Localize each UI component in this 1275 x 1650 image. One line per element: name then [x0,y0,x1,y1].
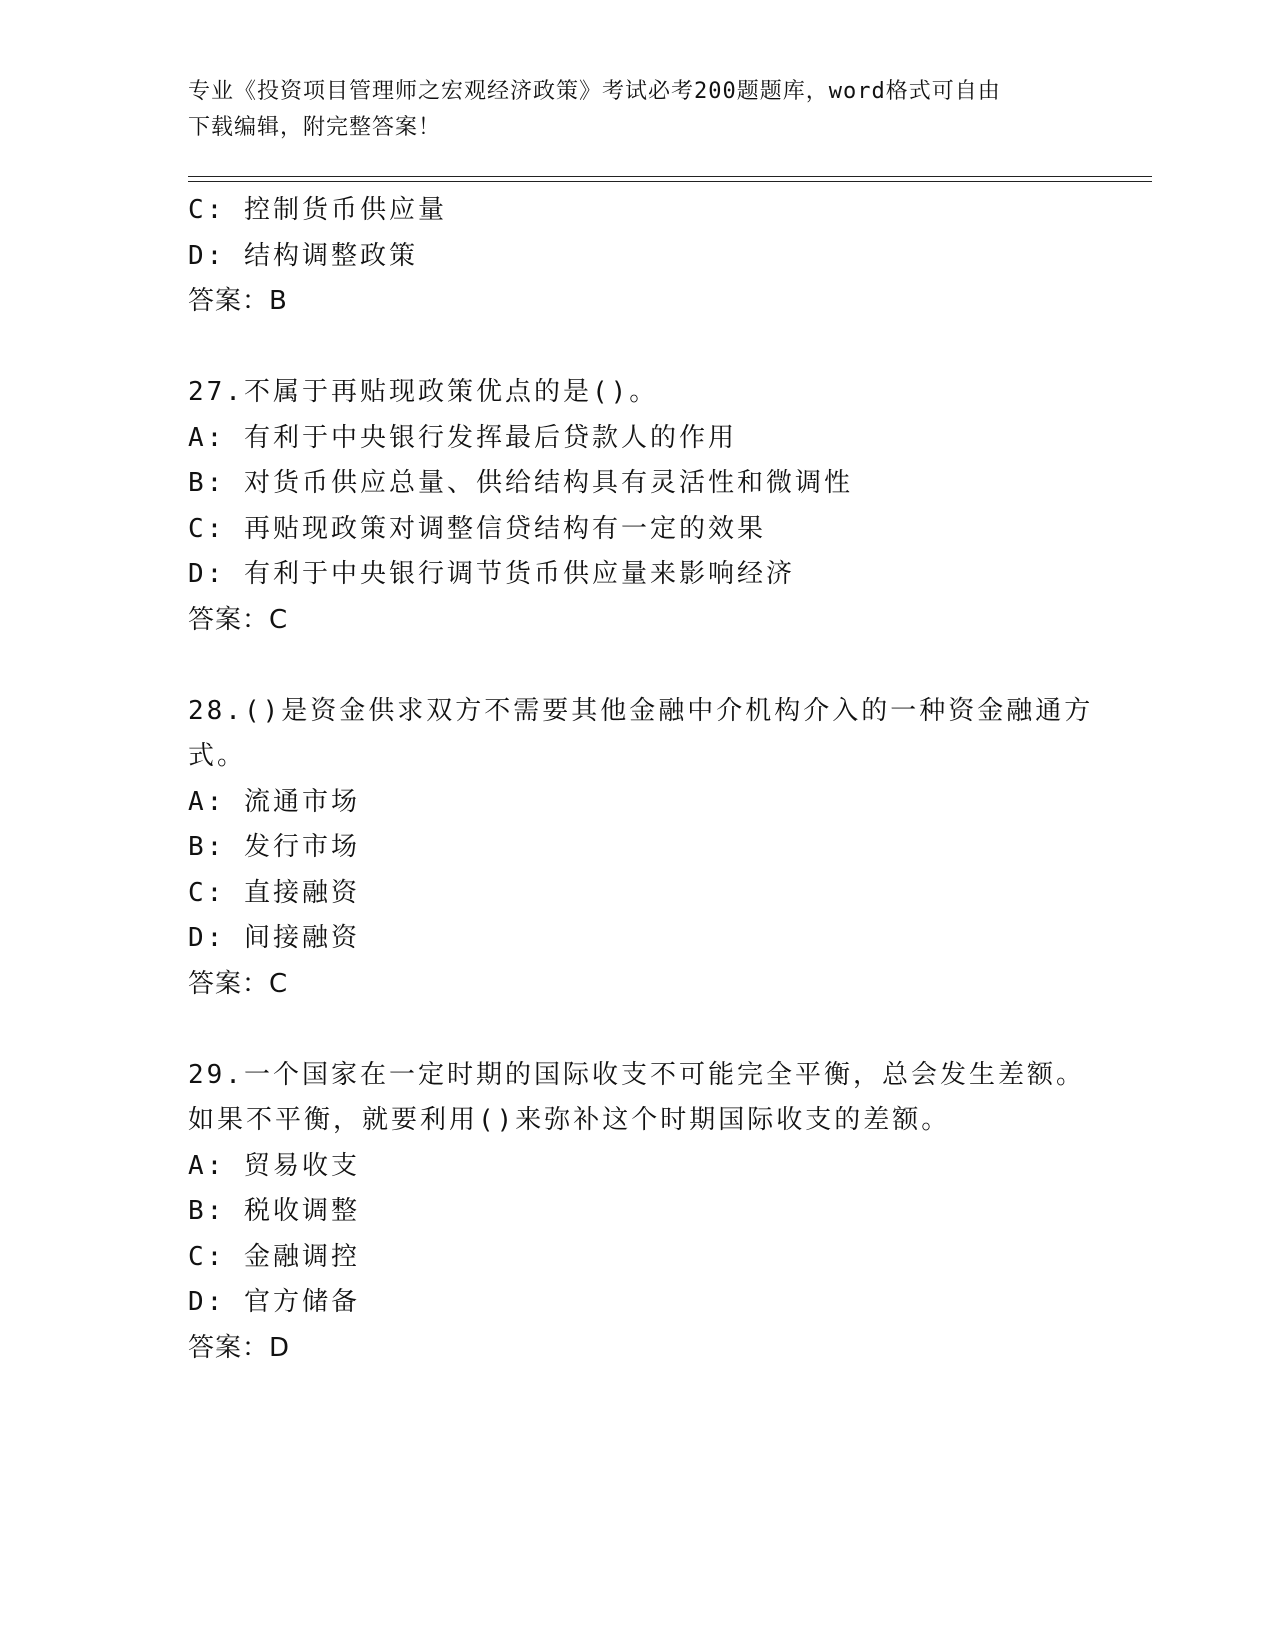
option-b: B: 税收调整 [188,1196,360,1226]
option-d: D: 官方储备 [188,1287,360,1317]
answer-line: 答案：C [188,604,289,635]
question-text-continued: 如果不平衡，就要利用()来弥补这个时期国际收支的差额。 [188,1105,951,1135]
option-d: D: 结构调整政策 [188,240,418,271]
header-line-1: 专业《投资项目管理师之宏观经济政策》考试必考200题题库，word格式可自由 [188,79,1001,104]
spacer [188,643,1088,689]
header-divider-top [188,176,1152,177]
previous-question-block [188,188,1088,325]
spacer [188,1007,1088,1053]
question-text-continued: 式。 [188,741,247,771]
option-d: D: 间接融资 [188,923,360,953]
option-a: A: 有利于中央银行发挥最后贷款人的作用 [188,422,737,453]
option-a: A: 贸易收支 [188,1150,360,1181]
question-block [188,1053,1088,1372]
option-b: B: 发行市场 [188,832,360,862]
question-text: 27.不属于再贴现政策优点的是()。 [188,377,659,407]
option-a: A: 流通市场 [188,786,360,817]
answer-line: 答案：B [188,286,288,316]
answer-line: 答案：D [188,1332,291,1363]
option-c: C: 金融调控 [188,1241,360,1272]
question-text: 28.()是资金供求双方不需要其他金融中介机构介入的一种资金融通方 [188,695,1094,726]
question-text: 29.一个国家在一定时期的国际收支不可能完全平衡，总会发生差额。 [188,1059,1085,1090]
option-c: C: 直接融资 [188,877,360,908]
document-header [188,74,1068,146]
spacer [188,325,1088,371]
header-line-2: 下载编辑，附完整答案！ [188,115,442,140]
answer-line: 答案：C [188,968,289,999]
header-divider-bottom [188,181,1152,182]
option-c: C: 控制货币供应量 [188,195,447,225]
document-body [188,188,1094,1371]
option-d: D: 有利于中央银行调节货币供应量来影响经济 [188,559,795,589]
option-c: C: 再贴现政策对调整信贷结构有一定的效果 [188,513,766,544]
question-block [188,689,1094,1008]
question-block [188,370,1088,643]
option-b: B: 对货币供应总量、供给结构具有灵活性和微调性 [188,468,853,498]
